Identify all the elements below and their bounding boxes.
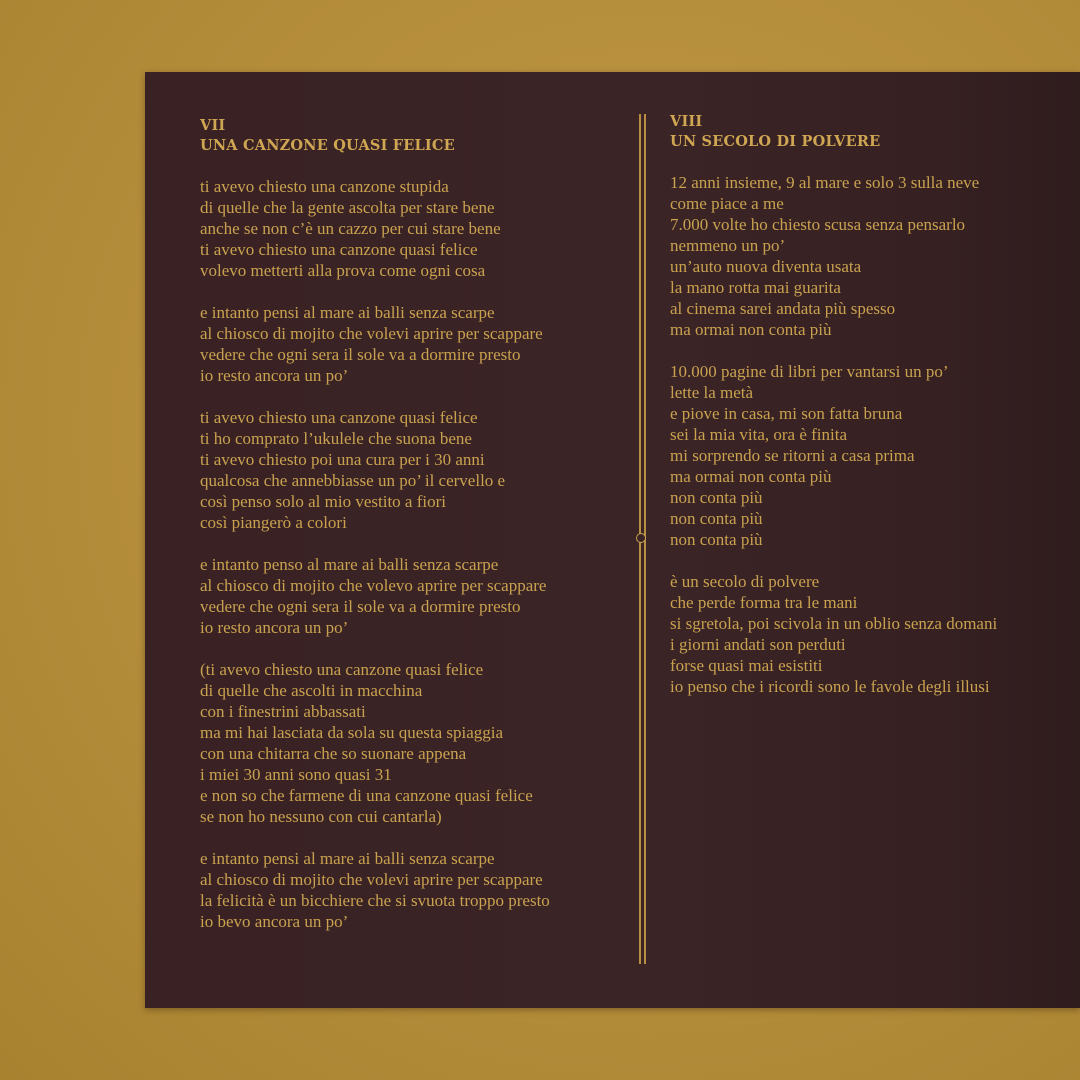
lyric-line: io penso che i ricordi sono le favole degli illusi [670,677,990,696]
lyric-line: un’auto nuova diventa usata [670,257,862,276]
lyric-line: io bevo ancora un po’ [200,912,349,931]
lyric-stanza [670,172,1070,340]
song-vii-column [200,116,630,953]
lyric-line: così piangerò a colori [200,513,347,532]
lyric-line: ti avevo chiesto una canzone quasi felice [200,240,478,259]
lyric-line: come piace a me [670,194,784,213]
lyric-line: lette la metà [670,383,754,402]
lyric-line: di quelle che la gente ascolta per stare bene [200,198,495,217]
lyric-line: e intanto pensi al mare ai balli senza scarpe [200,303,495,322]
lyric-line: ma mi hai lasciata da sola su questa spiaggia [200,723,504,742]
lyric-line: al chiosco di mojito che volevo aprire per scappare [200,576,547,595]
lyric-line: la mano rotta mai guarita [670,278,841,297]
lyric-line: si sgretola, poi scivola in un oblio senza domani [670,614,998,633]
lyric-line: vedere che ogni sera il sole va a dormire presto [200,345,521,364]
lyric-line: mi sorprendo se ritorni a casa prima [670,446,915,465]
lyric-line: 10.000 pagine di libri per vantarsi un po’ [670,362,949,381]
lyric-stanza [200,302,630,386]
lyrics-booklet-page [145,72,1080,1008]
lyric-line: e intanto penso al mare ai balli senza scarpe [200,555,499,574]
song-title: UNA CANZONE QUASI FELICE [200,137,455,154]
song-number: VII [200,117,226,134]
lyric-line: e non so che farmene di una canzone quasi felice [200,786,533,805]
lyric-line: ma ormai non conta più [670,320,832,339]
lyric-line: i miei 30 anni sono quasi 31 [200,765,392,784]
lyric-stanza [670,361,1070,550]
lyric-line: è un secolo di polvere [670,572,820,591]
lyric-line: ti ho comprato l’ukulele che suona bene [200,429,472,448]
lyric-line: ma ormai non conta più [670,467,832,486]
column-divider [636,114,648,964]
lyric-line: al chiosco di mojito che volevi aprire per scappare [200,324,543,343]
lyric-line: al cinema sarei andata più spesso [670,299,896,318]
lyric-line: io resto ancora un po’ [200,366,349,385]
lyric-line: ti avevo chiesto una canzone stupida [200,177,449,196]
song-viii-lyrics [670,172,1070,697]
lyric-stanza [200,848,630,932]
divider-ornament-circle [636,533,646,543]
lyric-line: non conta più [670,509,763,528]
song-number: VIII [670,113,703,130]
lyric-line: anche se non c’è un cazzo per cui stare bene [200,219,501,238]
lyric-line: 12 anni insieme, 9 al mare e solo 3 sulla neve [670,173,980,192]
lyric-stanza [200,659,630,827]
lyric-line: di quelle che ascolti in macchina [200,681,423,700]
lyric-line: ti avevo chiesto poi una cura per i 30 anni [200,450,485,469]
lyric-line: e piove in casa, mi son fatta bruna [670,404,903,423]
lyric-line: vedere che ogni sera il sole va a dormire presto [200,597,521,616]
lyric-line: e intanto pensi al mare ai balli senza scarpe [200,849,495,868]
song-viii-column [670,112,1070,718]
lyric-line: 7.000 volte ho chiesto scusa senza pensarlo [670,215,966,234]
lyric-line: con una chitarra che so suonare appena [200,744,467,763]
lyric-line: così penso solo al mio vestito a fiori [200,492,446,511]
lyric-line: qualcosa che annebbiasse un po’ il cervello e [200,471,506,490]
song-title: UN SECOLO DI POLVERE [670,133,881,150]
lyric-stanza [200,407,630,533]
lyric-stanza [200,554,630,638]
lyric-line: se non ho nessuno con cui cantarla) [200,807,442,826]
lyric-line: ti avevo chiesto una canzone quasi felice [200,408,478,427]
lyric-line: la felicità è un bicchiere che si svuota troppo presto [200,891,550,910]
lyric-line: (ti avevo chiesto una canzone quasi felice [200,660,484,679]
lyric-line: sei la mia vita, ora è finita [670,425,848,444]
lyric-line: che perde forma tra le mani [670,593,858,612]
lyric-line: forse quasi mai esistiti [670,656,823,675]
lyric-line: io resto ancora un po’ [200,618,349,637]
lyric-line: i giorni andati son perduti [670,635,846,654]
lyric-line: non conta più [670,488,763,507]
lyric-line: nemmeno un po’ [670,236,786,255]
song-vii-lyrics [200,176,630,932]
lyric-stanza [670,571,1070,697]
lyric-line: con i finestrini abbassati [200,702,366,721]
lyric-stanza [200,176,630,281]
lyric-line: volevo metterti alla prova come ogni cosa [200,261,486,280]
lyric-line: al chiosco di mojito che volevi aprire per scappare [200,870,543,889]
lyric-line: non conta più [670,530,763,549]
